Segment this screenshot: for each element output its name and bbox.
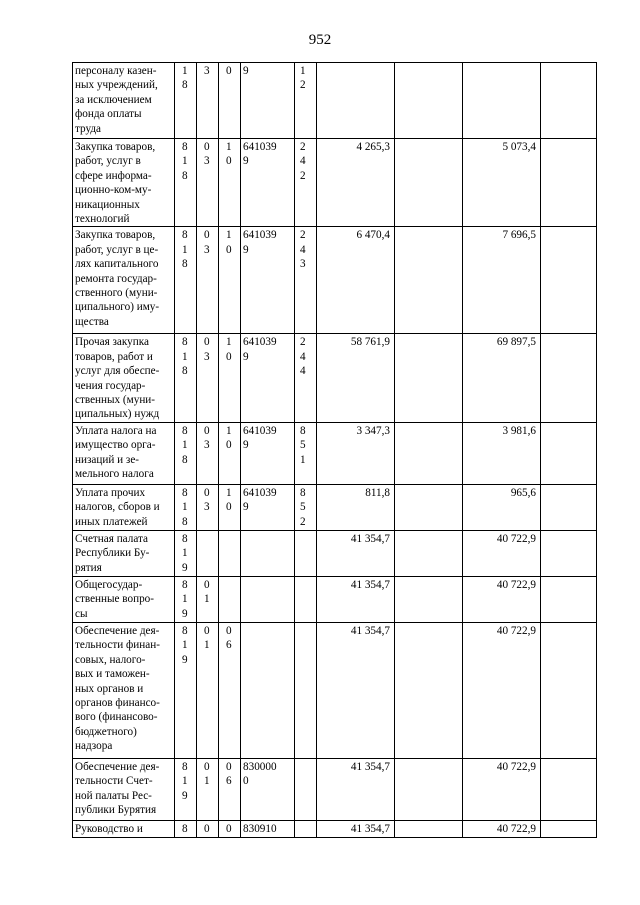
row-rz: 0 1 [197,758,219,820]
row-sum-2: 965,6 [463,484,541,530]
row-sum-1: 811,8 [317,484,395,530]
table-row [73,484,597,530]
row-pr: 1 0 [219,484,241,530]
row-gr: 8 1 9 [175,530,197,576]
row-empty-2 [541,227,597,334]
row-pr: 1 0 [219,422,241,484]
row-csr: 641039 9 [241,484,295,530]
row-vr [295,758,317,820]
table-row [73,139,597,227]
row-empty-1 [395,576,463,622]
row-sum-1: 41 354,7 [317,758,395,820]
row-pr: 0 6 [219,622,241,758]
row-sum-1: 41 354,7 [317,530,395,576]
row-rz: 0 3 [197,227,219,334]
row-name: Руководство и [73,820,175,837]
row-csr: 641039 9 [241,139,295,227]
row-rz: 0 3 [197,422,219,484]
table-row [73,334,597,422]
row-name: Общегосудар- ственные вопро- сы [73,576,175,622]
row-empty-1 [395,758,463,820]
row-name: Закупка товаров, работ, услуг в це- лях капитального ремонта государ- ственного (муни- ципального) иму- щества [73,227,175,334]
row-gr: 8 1 8 [175,484,197,530]
row-sum-1: 41 354,7 [317,820,395,837]
row-empty-2 [541,422,597,484]
row-vr [295,622,317,758]
row-empty-2 [541,334,597,422]
row-pr: 0 [219,63,241,139]
row-sum-2: 40 722,9 [463,622,541,758]
row-name: Уплата налога на имущество орга- низаций и зе- мельного налога [73,422,175,484]
row-csr: 641039 9 [241,422,295,484]
row-csr [241,576,295,622]
row-empty-1 [395,227,463,334]
row-empty-1 [395,484,463,530]
row-pr: 1 0 [219,139,241,227]
row-vr: 2 4 3 [295,227,317,334]
row-empty-1 [395,622,463,758]
row-name: Прочая закупка товаров, работ и услуг для обеспе- чения государ- ственных (муни- ципальных) нужд [73,334,175,422]
row-rz: 0 [197,820,219,837]
row-sum-2: 40 722,9 [463,758,541,820]
row-vr: 8 5 2 [295,484,317,530]
row-sum-2 [463,63,541,139]
row-gr: 8 1 9 [175,576,197,622]
row-name: Счетная палата Республики Бу- рятия [73,530,175,576]
row-name: персоналу казен- ных учреждений, за исключением фонда оплаты труда [73,63,175,139]
row-empty-2 [541,484,597,530]
row-csr: 641039 9 [241,334,295,422]
row-empty-1 [395,334,463,422]
table-row [73,422,597,484]
row-sum-2: 40 722,9 [463,530,541,576]
table-row [73,622,597,758]
row-gr: 8 1 8 [175,139,197,227]
row-empty-2 [541,820,597,837]
row-gr: 8 1 8 [175,334,197,422]
row-rz: 0 3 [197,484,219,530]
row-csr: 9 [241,63,295,139]
row-empty-1 [395,820,463,837]
row-empty-2 [541,530,597,576]
table-row [73,530,597,576]
row-empty-1 [395,422,463,484]
row-gr: 8 1 9 [175,622,197,758]
row-rz: 3 [197,63,219,139]
row-vr [295,576,317,622]
row-gr: 1 8 [175,63,197,139]
row-pr [219,530,241,576]
row-empty-2 [541,576,597,622]
row-sum-2: 40 722,9 [463,820,541,837]
row-sum-2: 69 897,5 [463,334,541,422]
row-gr: 8 1 8 [175,227,197,334]
table-row [73,820,597,837]
row-rz: 0 1 [197,622,219,758]
row-gr: 8 1 8 [175,422,197,484]
row-pr: 0 6 [219,758,241,820]
row-sum-1: 41 354,7 [317,622,395,758]
row-name: Уплата прочих налогов, сборов и иных платежей [73,484,175,530]
row-vr [295,820,317,837]
row-sum-1: 41 354,7 [317,576,395,622]
row-sum-2: 3 981,6 [463,422,541,484]
page-number: 952 [308,32,332,48]
row-vr [295,530,317,576]
row-empty-2 [541,622,597,758]
row-pr: 1 0 [219,227,241,334]
row-sum-1: 58 761,9 [317,334,395,422]
row-pr [219,576,241,622]
row-sum-2: 40 722,9 [463,576,541,622]
row-pr: 0 [219,820,241,837]
row-name: Обеспечение дея- тельности Счет- ной палаты Рес- публики Бурятия [73,758,175,820]
row-sum-2: 5 073,4 [463,139,541,227]
row-sum-1: 4 265,3 [317,139,395,227]
table-row [73,758,597,820]
row-rz [197,530,219,576]
table-row [73,576,597,622]
row-name: Обеспечение дея- тельности финан- совых, налого- вых и таможен- ных органов и органов финансо- вого (финансово- бюджетного) надзора [73,622,175,758]
row-gr: 8 [175,820,197,837]
row-empty-1 [395,139,463,227]
table-row [73,63,597,139]
row-vr: 8 5 1 [295,422,317,484]
row-rz: 0 3 [197,334,219,422]
row-gr: 8 1 9 [175,758,197,820]
row-empty-2 [541,758,597,820]
row-csr [241,530,295,576]
row-csr [241,622,295,758]
row-sum-1 [317,63,395,139]
row-empty-1 [395,530,463,576]
row-csr: 830000 0 [241,758,295,820]
table-body [73,63,597,838]
table-row [73,227,597,334]
row-vr: 2 4 4 [295,334,317,422]
budget-table [72,62,597,838]
row-rz: 0 1 [197,576,219,622]
row-empty-1 [395,63,463,139]
row-pr: 1 0 [219,334,241,422]
row-sum-1: 6 470,4 [317,227,395,334]
row-vr: 1 2 [295,63,317,139]
row-vr: 2 4 2 [295,139,317,227]
row-rz: 0 3 [197,139,219,227]
row-empty-2 [541,139,597,227]
row-empty-2 [541,63,597,139]
row-sum-1: 3 347,3 [317,422,395,484]
row-sum-2: 7 696,5 [463,227,541,334]
row-csr: 641039 9 [241,227,295,334]
row-csr: 830910 [241,820,295,837]
row-name: Закупка товаров, работ, услуг в сфере информа- ционно-ком-му- никационных технологий [73,139,175,227]
